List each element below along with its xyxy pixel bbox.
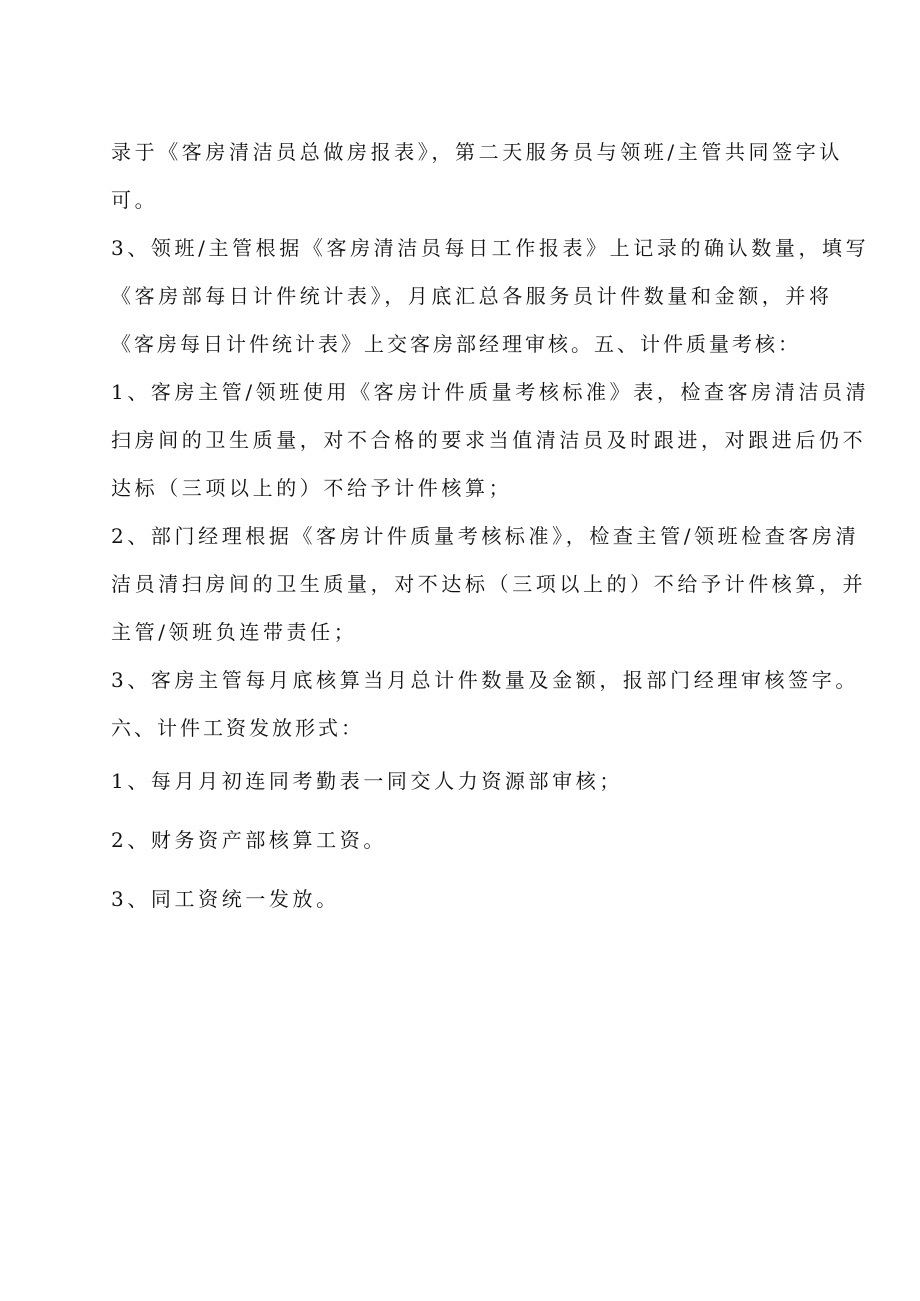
- text-line: 达标（三项以上的）不给予计件核算；: [111, 476, 513, 500]
- text-line: 《客房部每日计件统计表》，月底汇总各服务员计件数量和金额，并将: [111, 284, 833, 308]
- text-line: 洁员清扫房间的卫生质量，对不达标（三项以上的）不给予计件核算，并: [111, 572, 867, 596]
- text-line: 扫房间的卫生质量，对不合格的要求当值清洁员及时跟进，对跟进后仍不: [111, 428, 867, 452]
- text-line: 2、部门经理根据《客房计件质量考核标准》，检查主管/领班检查客房清: [111, 524, 860, 548]
- text-line: 3、领班/主管根据《客房清洁员每日工作报表》上记录的确认数量，填写: [111, 236, 870, 260]
- document-body: [111, 128, 870, 929]
- text-line: 可。: [111, 188, 159, 212]
- section-heading-six: 六、计件工资发放形式：: [111, 716, 364, 740]
- section-five-line: 《客房每日计件统计表》上交客房部经理审核。五、计件质量考核：: [111, 332, 801, 356]
- list-item: 2、财务资产部核算工资。: [111, 828, 387, 852]
- text-line: 1、客房主管/领班使用《客房计件质量考核标准》表，检查客房清洁员清: [111, 380, 870, 404]
- text-line: 3、客房主管每月底核算当月总计件数量及金额，报部门经理审核签字。: [111, 668, 859, 692]
- text-line: 录于《客房清洁员总做房报表》，第二天服务员与领班/主管共同签字认: [111, 140, 843, 164]
- list-item: 1、每月月初连同考勤表一同交人力资源部审核；: [111, 769, 623, 793]
- text-line: 主管/领班负连带责任；: [111, 620, 358, 644]
- list-item: 3、同工资统一发放。: [111, 887, 340, 911]
